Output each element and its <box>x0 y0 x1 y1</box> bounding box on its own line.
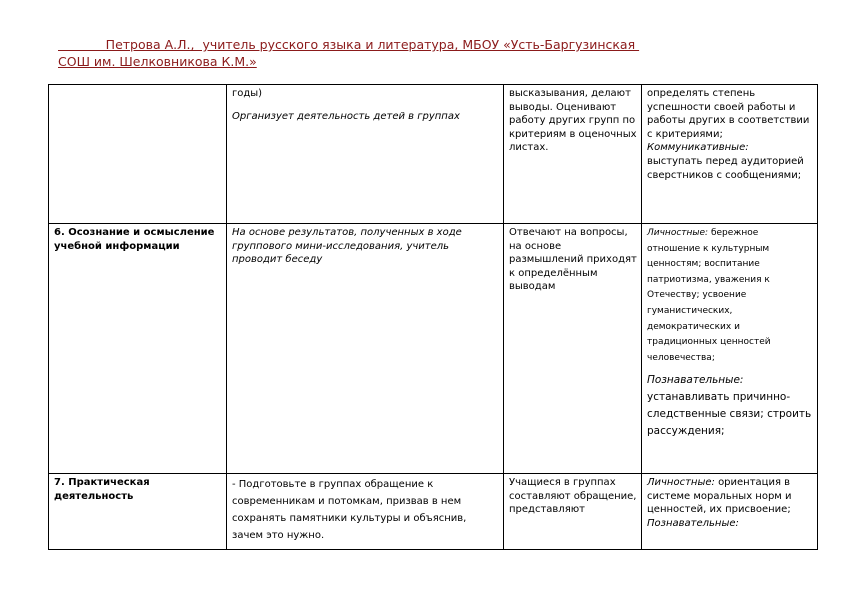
uud-text: ориентация в системе моральных норм и ценностей, их присвоение; <box>647 477 792 516</box>
uud-text: выступать перед аудиторией сверстников с сообщениями; <box>647 155 804 181</box>
table-row <box>49 474 818 550</box>
uud-text: устанавливать причинно-следственные связи; строить рассуждения; <box>647 391 812 438</box>
uud-text: определять степень успешности своей работы и работы других в соответствии с критериями; <box>647 88 810 140</box>
author-line-1: Петрова А.Л., учитель русского языка и литература, МБОУ «Усть-Баргузинская <box>58 37 640 52</box>
stage-cell <box>49 85 227 224</box>
lesson-plan-table <box>48 84 818 550</box>
author-line-2: СОШ им. Шелковникова К.М.» <box>58 54 257 69</box>
table-row <box>49 224 818 474</box>
teacher-activity-cell <box>227 474 504 550</box>
uud-label-cognitive: Познавательные: <box>647 374 744 387</box>
student-text: высказывания, делают выводы. Оценивают работу других групп по критериям в оценочных листах. <box>509 88 637 154</box>
stage-cell: 7. Практическая деятельность <box>49 474 227 550</box>
document-header <box>58 36 798 70</box>
uud-cell <box>642 224 818 474</box>
uud-label-cognitive: Познавательные: <box>647 517 739 529</box>
uud-label-personal: Личностные: <box>647 228 709 238</box>
student-activity-cell <box>504 224 642 474</box>
student-text: Учащиеся в группах составляют обращение, представляют <box>509 477 637 516</box>
teacher-activity-cell <box>227 224 504 474</box>
teacher-italic-text: Организует деятельность детей в группах <box>232 110 460 122</box>
student-text: Отвечают на вопросы, на основе размышлений приходят к определённым выводам <box>509 227 637 293</box>
uud-cell <box>642 474 818 550</box>
teacher-italic-text: На основе результатов, полученных в ходе группового мини-исследования, учитель проводит беседу <box>232 227 462 266</box>
teacher-text: годы) <box>232 88 263 99</box>
uud-label-communicative: Коммуникативные: <box>647 142 749 154</box>
uud-label-personal: Личностные: <box>647 477 715 488</box>
teacher-text: - Подготовьте в группах обращение к современникам и потомкам, призвав в нем сохранять памятники культуры и объяснив, зачем это нужно. <box>232 479 467 541</box>
student-activity-cell <box>504 474 642 550</box>
stage-cell: 6. Осознание и осмысление учебной информации <box>49 224 227 474</box>
uud-cell <box>642 85 818 224</box>
uud-text: бережное отношение к культурным ценностям; воспитание патриотизма, уважения к Отечеству; усвоение гуманистических, демократических и традиционных ценностей человечества; <box>647 228 771 363</box>
teacher-activity-cell <box>227 85 504 224</box>
student-activity-cell <box>504 85 642 224</box>
table-row <box>49 85 818 224</box>
